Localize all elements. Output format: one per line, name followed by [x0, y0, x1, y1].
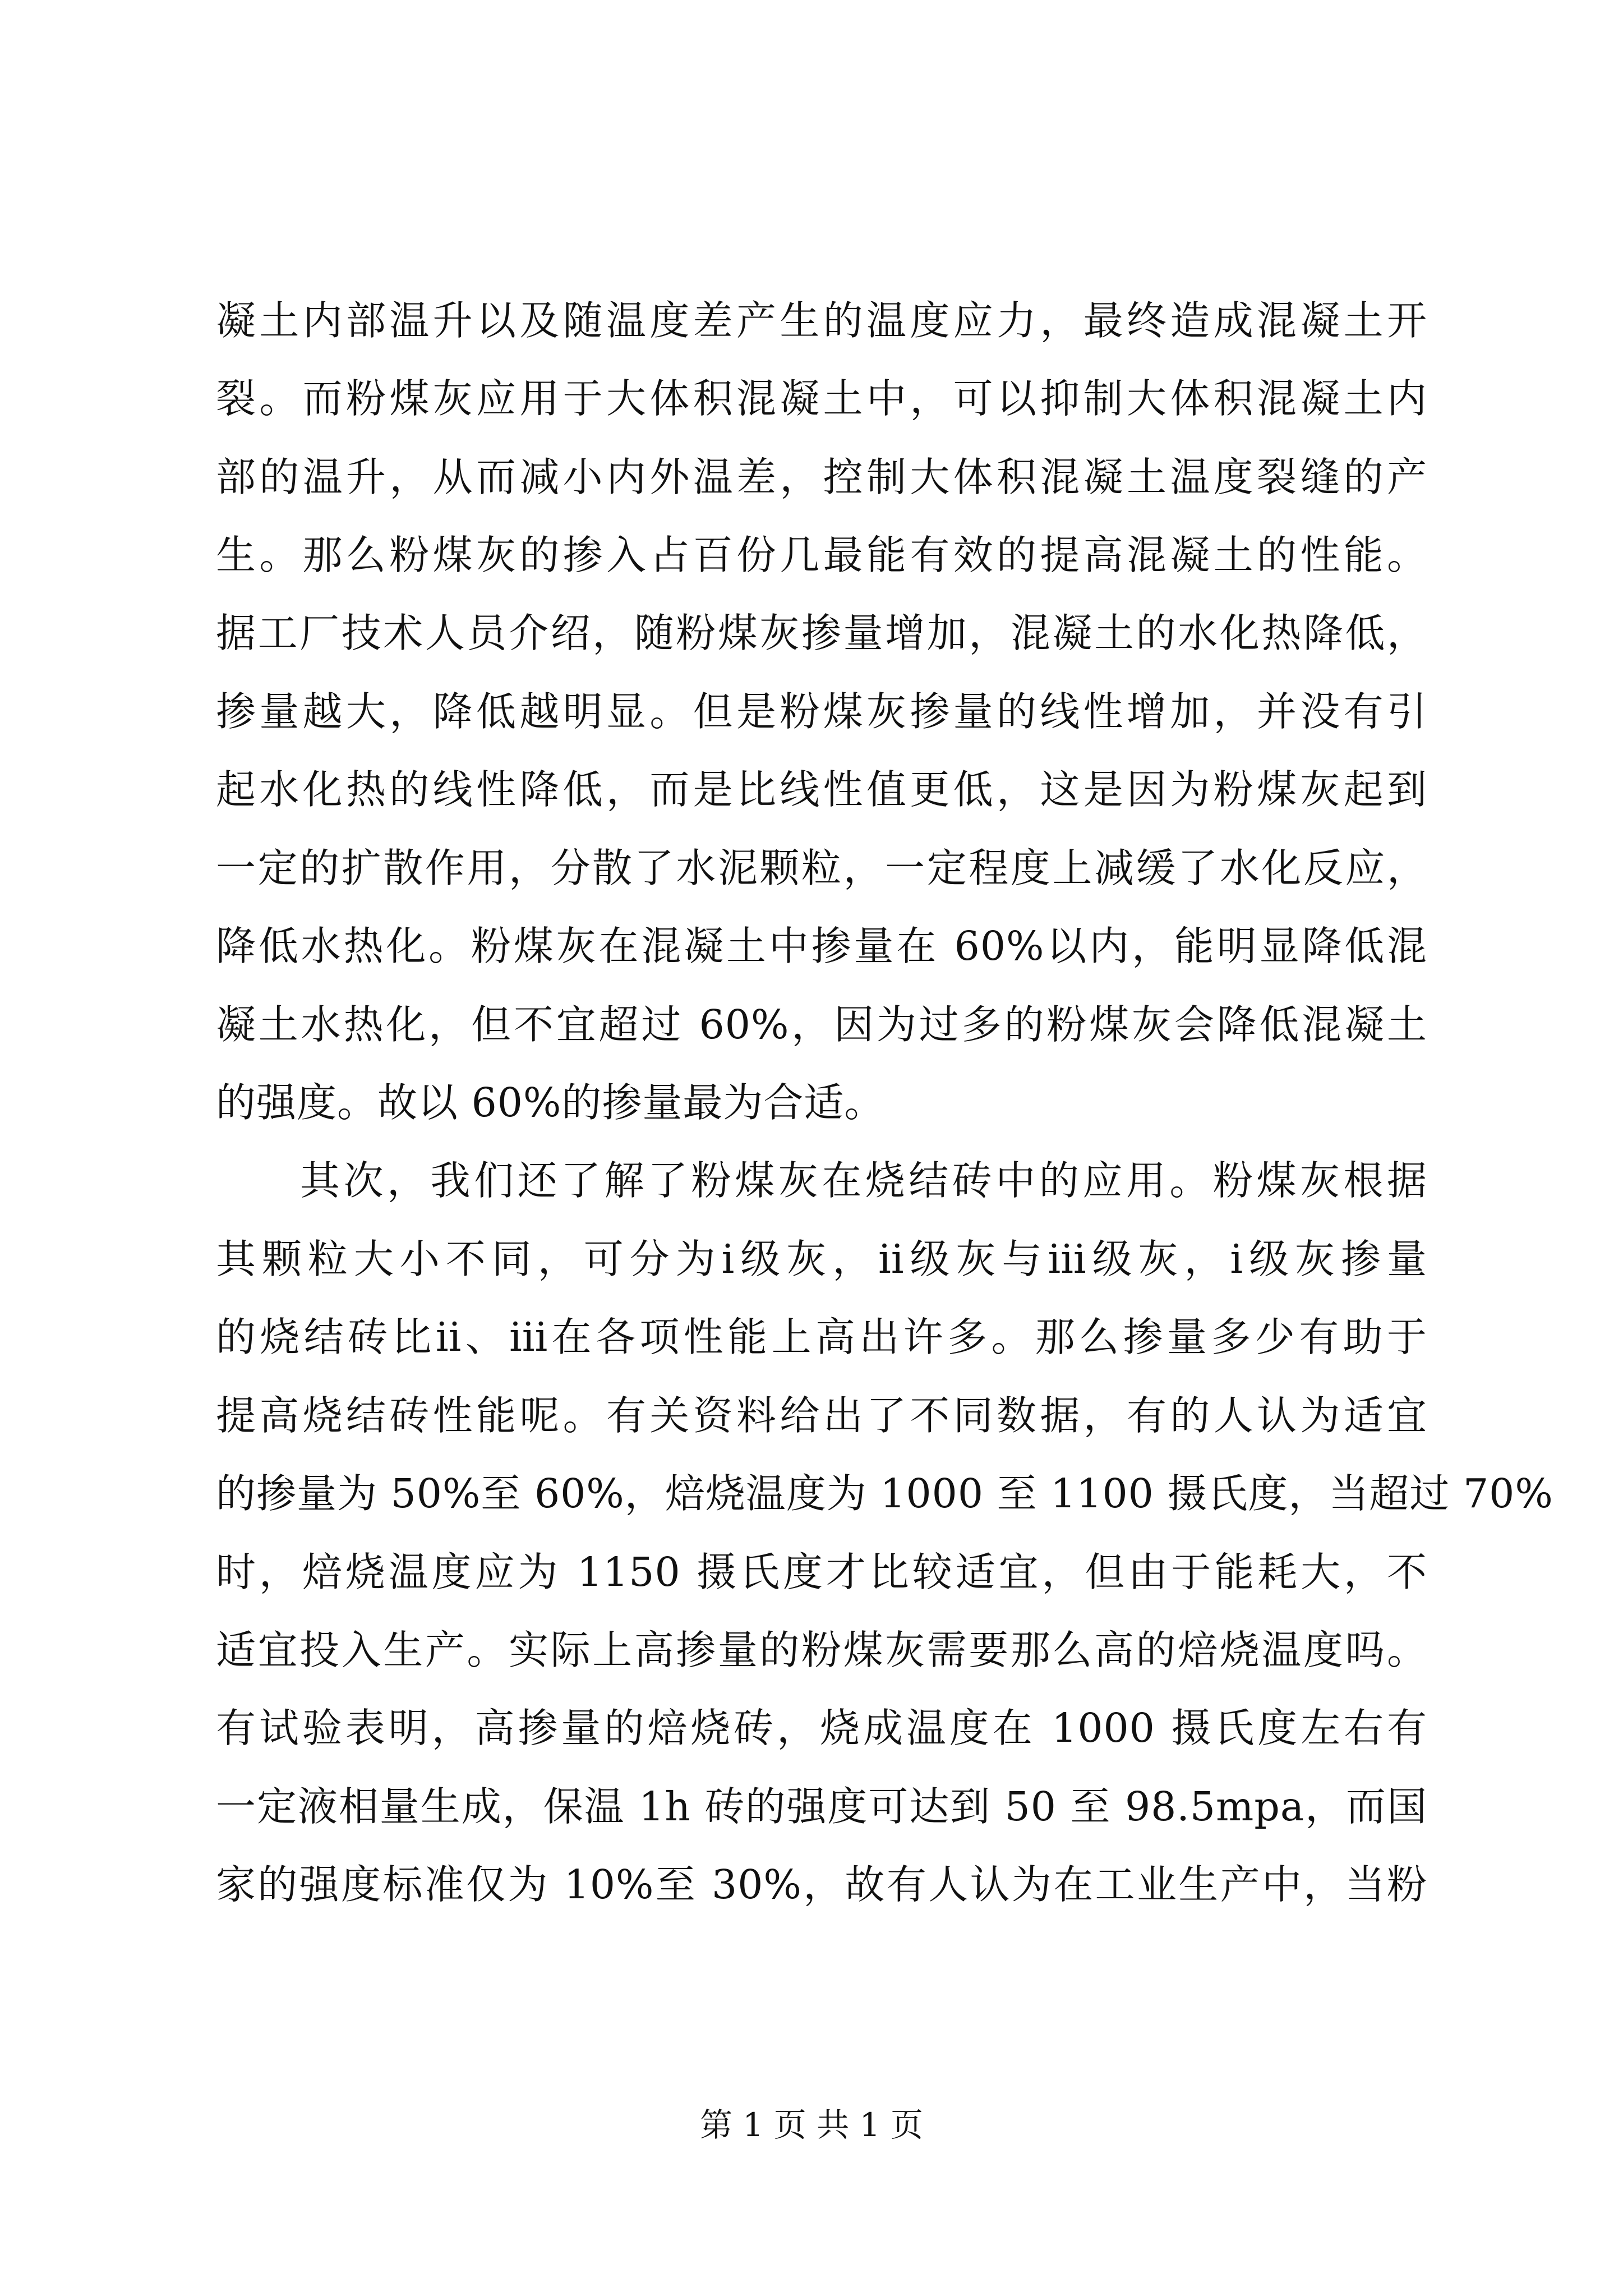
- text-line: 据工厂技术人员介绍，随粉煤灰掺量增加，混凝土的水化热降低，: [216, 610, 1427, 656]
- text-line: 掺量越大，降低越明显。但是粉煤灰掺量的线性增加，并没有引: [216, 688, 1427, 735]
- text-line: 时，焙烧温度应为 1150 摄氏度才比较适宜，但由于能耗大，不: [216, 1549, 1427, 1595]
- text-line: 生。那么粉煤灰的掺入占百份几最能有效的提高混凝土的性能。: [216, 532, 1427, 578]
- text-line: 一定液相量生成，保温 1h 砖的强度可达到 50 至 98.5mpa，而国: [216, 1783, 1427, 1830]
- text-line: 一定的扩散作用，分散了水泥颗粒，一定程度上减缓了水化反应，: [216, 845, 1427, 891]
- paragraph-first-line: 其次，我们还了解了粉煤灰在烧结砖中的应用。粉煤灰根据: [300, 1157, 1427, 1204]
- text-line: 有试验表明，高掺量的焙烧砖，烧成温度在 1000 摄氏度左右有: [216, 1705, 1427, 1751]
- page-footer: [0, 2102, 1623, 2147]
- text-line: 部的温升，从而减小内外温差，控制大体积混凝土温度裂缝的产: [216, 454, 1427, 500]
- text-line: 起水化热的线性降低，而是比线性值更低，这是因为粉煤灰起到: [216, 766, 1427, 813]
- text-line: 提高烧结砖性能呢。有关资料给出了不同数据，有的人认为适宜: [216, 1392, 1427, 1439]
- text-line: 其颗粒大小不同，可分为ⅰ级灰，ⅱ级灰与ⅲ级灰，ⅰ级灰掺量: [216, 1236, 1427, 1282]
- text-line: 裂。而粉煤灰应用于大体积混凝土中，可以抑制大体积混凝土内: [216, 375, 1427, 422]
- text-line: 的掺量为 50%至 60%，焙烧温度为 1000 至 1100 摄氏度，当超过 70%: [216, 1470, 1553, 1517]
- text-line: 家的强度标准仅为 10%至 30%，故有人认为在工业生产中，当粉: [216, 1861, 1427, 1908]
- text-line: 凝土水热化，但不宜超过 60%，因为过多的粉煤灰会降低混凝土: [216, 1001, 1427, 1048]
- text-line: 凝土内部温升以及随温度差产生的温度应力，最终造成混凝土开: [216, 297, 1427, 344]
- text-line: 降低水热化。粉煤灰在混凝土中掺量在 60%以内，能明显降低混: [216, 923, 1427, 969]
- text-line: 的烧结砖比ⅱ、ⅲ在各项性能上高出许多。那么掺量多少有助于: [216, 1314, 1427, 1360]
- text-line: 适宜投入生产。实际上高掺量的粉煤灰需要那么高的焙烧温度吗。: [216, 1627, 1427, 1673]
- text-line: 的强度。故以 60%的掺量最为合适。: [216, 1079, 885, 1126]
- page-number-label: 第 1 页 共 1 页: [700, 2106, 923, 2144]
